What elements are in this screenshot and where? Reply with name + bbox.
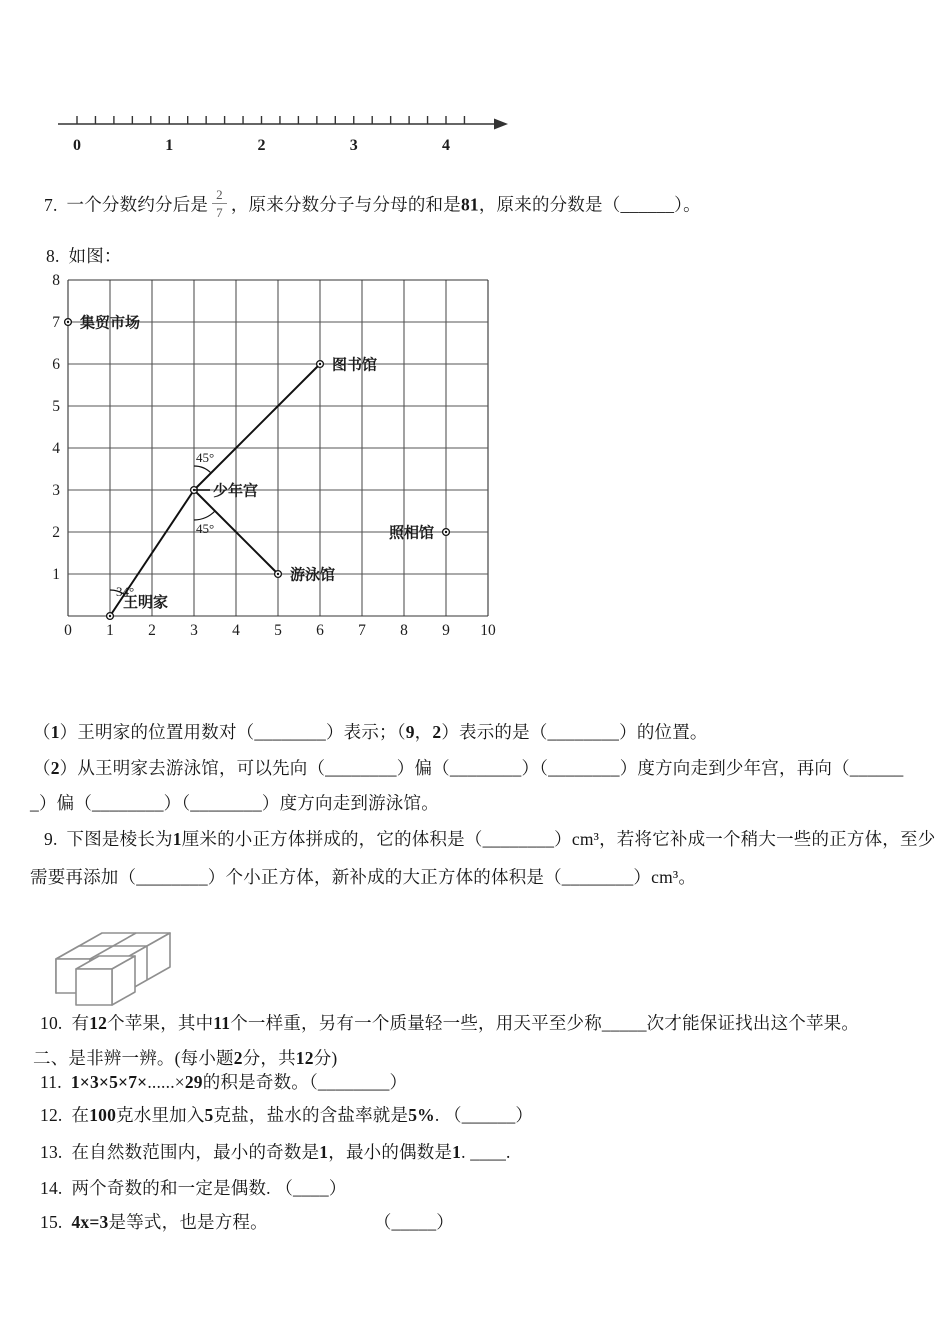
map-point-dot [277,573,279,575]
map-point-dot [109,615,111,617]
number-line-figure [56,94,526,156]
map-label-游泳馆: 游泳馆 [290,567,336,584]
number-line-label-4: 4 [442,137,450,154]
x-tick-9: 9 [442,622,450,639]
number-line-label-2: 2 [257,137,266,154]
question-7-prefix: 一个分数约分后是 [66,194,209,215]
front-cube-front [76,969,112,1005]
map-label-图书馆: 图书馆 [332,357,378,374]
fraction-two-sevenths [212,188,227,219]
angle-label: 45° [196,450,215,465]
x-tick-6: 6 [316,622,324,639]
question-8 [46,246,122,268]
question-11 [40,1072,407,1094]
question-15-number: 15. [40,1212,63,1232]
angle-label: 34° [116,584,135,599]
question-8-number: 8. [46,246,60,266]
map-label-照相馆: 照相馆 [388,525,434,542]
question-9-text: 下图是棱长为1厘米的小正方体拼成的，它的体积是（________）cm³，若将它补成一个稍大一些的正方体，至少 [66,829,936,849]
question-14-text: 两个奇数的和一定是偶数. （____） [71,1178,347,1198]
route-segment [194,364,320,490]
question-10 [40,1013,859,1035]
number-line-label-3: 3 [349,137,358,154]
map-point-dot [67,321,69,323]
y-tick-7: 7 [52,314,60,331]
number-line-label-1: 1 [165,137,174,154]
x-tick-7: 7 [358,622,366,639]
x-tick-5: 5 [274,622,282,639]
map-label-少年宫: 少年宫 [213,483,259,500]
question-14 [40,1178,347,1200]
y-tick-6: 6 [52,356,60,373]
question-7 [44,188,701,225]
y-tick-3: 3 [52,482,60,499]
x-tick-2: 2 [148,622,156,639]
question-11-text: 1×3×5×7×......×29的积是奇数。（________） [70,1072,408,1092]
question-15 [40,1212,454,1234]
question-9-number: 9. [44,829,58,849]
angle-arc [194,511,215,520]
question-8-sub1: （1）王明家的位置用数对（________）表示；（9，2）表示的是（________）的位置。 [33,722,708,742]
y-tick-2: 2 [52,524,60,541]
number-line-label-0: 0 [73,137,81,154]
angle-arc [194,466,211,473]
question-12-number: 12. [40,1105,63,1125]
fraction-numerator: 2 [212,188,227,204]
fraction-denominator: 7 [216,205,223,220]
x-tick-1: 1 [106,622,114,639]
question-13 [40,1142,511,1164]
cubes-figure [40,897,210,1015]
section-2-title: 二、是非辨一辨。(每小题2分，共12分) [33,1048,338,1068]
question-12-text: 在100克水里加入5克盐，盐水的含盐率就是5%. （______） [71,1105,534,1125]
map-point-dot [445,531,447,533]
map-point-dot [319,363,321,365]
question-8-sub2-line1: （2）从王明家去游泳馆，可以先向（________）偏（________）（________）度方向走到少年宫，再向（______ [33,758,904,778]
cubes-svg [40,897,210,1015]
x-tick-10: 10 [480,622,496,639]
y-tick-5: 5 [52,398,60,415]
question-7-suffix: ，原来分数分子与分母的和是81，原来的分数是（______）。 [230,194,701,215]
question-8-sub2-line2: _）偏（________）（________）度方向走到游泳馆。 [30,793,439,813]
y-tick-1: 1 [52,566,60,583]
number-line-arrowhead [494,119,508,130]
question-12 [40,1105,533,1127]
question-14-number: 14. [40,1178,63,1198]
question-10-text: 有12个苹果，其中11个一样重，另有一个质量轻一些，用天平至少称_____次才能保证找出这个苹果。 [71,1013,860,1033]
question-13-text: 在自然数范围内，最小的奇数是1，最小的偶数是1. ____. [71,1142,511,1162]
question-10-number: 10. [40,1013,63,1033]
map-figure [46,270,506,642]
question-8-text: 如图： [68,246,122,266]
question-7-number: 7. [44,194,58,215]
y-tick-8: 8 [52,272,60,289]
x-tick-3: 3 [190,622,198,639]
question-15-text: 4x=3是等式，也是方程。 [71,1212,268,1232]
x-tick-4: 4 [232,622,240,639]
map-label-王明家: 王明家 [123,595,169,611]
x-tick-0: 0 [64,622,72,639]
y-tick-4: 4 [52,440,60,457]
x-tick-8: 8 [400,622,408,639]
question-9-line2: 需要再添加（________）个小正方体，新补成的大正方体的体积是（________）cm³。 [30,867,697,887]
map-svg [46,270,506,642]
map-label-集贸市场: 集贸市场 [80,315,141,332]
question-13-number: 13. [40,1142,63,1162]
number-line-svg [56,94,526,156]
angle-label: 45° [196,521,215,536]
question-9-line1 [44,829,935,851]
question-11-number: 11. [40,1072,62,1092]
question-15-blank: （_____） [373,1212,454,1232]
